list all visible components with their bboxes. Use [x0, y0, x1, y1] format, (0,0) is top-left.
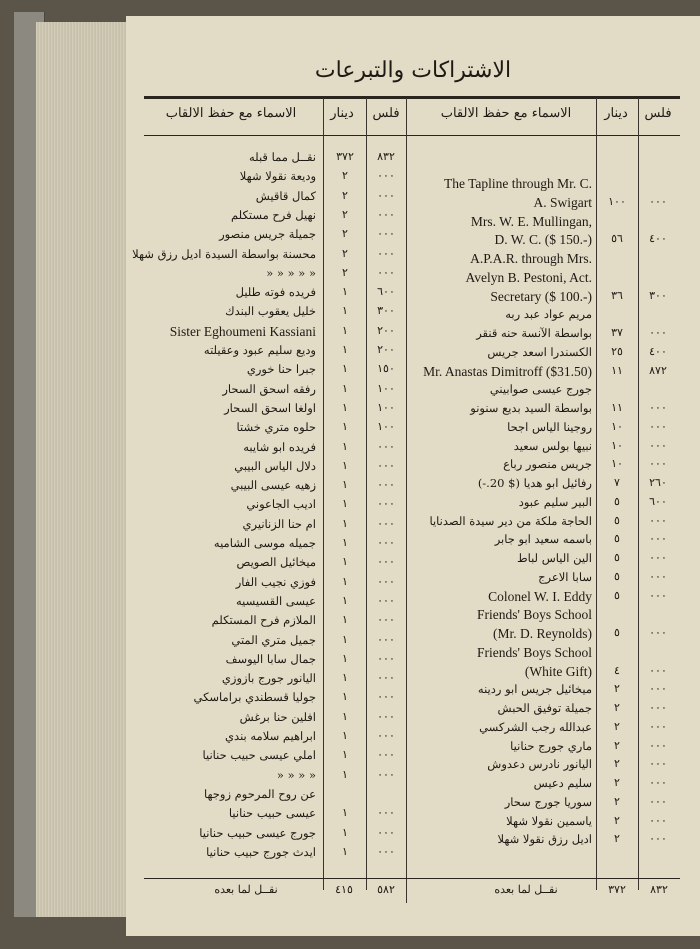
entry-name: جريس منصور رباع: [503, 457, 592, 472]
entry-fils: ٠٠٠: [377, 516, 395, 530]
entry-fils: ٠٠٠: [377, 574, 395, 588]
entry-fils: ١٠٠: [377, 400, 395, 414]
left-fils-header: فلس: [372, 106, 400, 121]
entry-fils: ٠٠٠: [377, 806, 395, 820]
entry-name: سابا الاعرج: [538, 569, 592, 584]
entry-fils: ٣٠٠: [377, 304, 395, 318]
entry-fils: ٠٠٠: [377, 188, 395, 202]
entry-name: حلوه متري خشتا: [236, 420, 316, 435]
entry-fils: ٠٠٠: [649, 682, 667, 696]
entry-name: ابراهيم سلامه بندي: [225, 729, 316, 743]
entry-fils: ٠٠٠: [649, 738, 667, 752]
entry-fils: ٠٠٠: [649, 663, 667, 677]
entry-fils: ٠٠٠: [649, 701, 667, 714]
entry-dinar: ٢: [342, 227, 348, 241]
entry-fils: ٠٠٠: [377, 478, 395, 492]
entry-dinar: ١٠: [611, 419, 623, 433]
entry-name: فوزي نجيب الفار: [235, 574, 316, 589]
entry-fils: ٠٠٠: [649, 532, 667, 546]
entry-name: افلين حنا برغش: [239, 709, 316, 724]
right-fils-header: فلس: [644, 106, 672, 121]
entry-name: الحاجة ملكة من دير سيدة الصدنايا: [429, 513, 592, 528]
entry-dinar: ١: [342, 536, 348, 549]
entry-name: ايدث جورج حبيب حنانيا: [206, 844, 316, 859]
entry-name: ميخائيل جريس ابو ردينه: [477, 682, 592, 697]
entry-name: باسمه سعيد ابو جابر: [494, 532, 592, 547]
entry-name: Avelyn B. Pestoni, Act.: [465, 269, 592, 285]
entry-dinar: ١: [342, 304, 348, 318]
entry-name: روجينا الياس اجحا: [507, 419, 592, 434]
entry-dinar: ٢: [342, 207, 348, 221]
entry-name: محسنة بواسطة السيدة اديل رزق شهلا: [132, 246, 316, 261]
entry-dinar: ١: [342, 574, 348, 588]
entry-name: املي عيسى حبيب حنانيا: [202, 748, 316, 763]
entry-dinar: ١: [342, 343, 348, 356]
entry-fils: ٠٠٠: [649, 813, 667, 827]
entry-dinar: ١٠: [611, 438, 623, 452]
entry-dinar: ٤: [614, 663, 620, 677]
entry-fils: ٢٠٠: [377, 343, 395, 356]
entry-dinar: ١: [342, 593, 348, 607]
entry-dinar: ٢: [614, 813, 620, 827]
entry-dinar: ٢: [614, 757, 620, 771]
entry-name: جورج عيسى حبيب حنانيا: [199, 825, 316, 840]
entry-fils: ٠٠٠: [377, 555, 395, 569]
entry-name: نهيل فرح مستكلم: [231, 207, 316, 222]
entry-fils: ٠٠٠: [649, 569, 667, 583]
page-stack: [36, 22, 132, 917]
entry-dinar: ٢٥: [611, 344, 623, 358]
entry-fils: ٦٠٠: [649, 494, 667, 508]
entry-name: كمال قاقيش: [255, 188, 316, 203]
entry-dinar: ٥: [614, 569, 620, 583]
entry-fils: ٦٠٠: [377, 285, 395, 299]
entry-name: سوريا جورج سحار: [504, 794, 592, 809]
entry-dinar: ١: [342, 651, 348, 665]
entry-name: رفقه اسحق السحار: [222, 381, 316, 396]
entry-dinar: ٣٧٢: [336, 150, 354, 163]
entry-dinar: ١: [342, 516, 348, 530]
column-rule: [406, 98, 407, 903]
entry-dinar: ١: [342, 709, 348, 723]
entry-name: خليل يعقوب البندك: [225, 304, 316, 319]
entry-dinar: ١: [342, 729, 348, 742]
entry-fils: ٠٠٠: [649, 588, 667, 602]
entry-dinar: ٢: [614, 682, 620, 696]
left-carry-label: نقــل لما بعده: [214, 883, 278, 896]
entry-dinar: ١: [342, 671, 348, 685]
entry-fils: ٠٠٠: [377, 632, 395, 646]
entry-fils: ١٠٠: [377, 420, 395, 434]
entry-fils: ٠٠٠: [649, 626, 667, 639]
entry-dinar: ١: [342, 381, 348, 395]
entry-name: دلال الياس البيبي: [234, 458, 316, 473]
entry-name: بواسطة الآنسة حنه قنقر: [476, 326, 592, 340]
entry-name: جميلة جريس منصور: [219, 227, 316, 242]
entry-fils: ٠٠٠: [377, 709, 395, 723]
right-carry-dinar: ٣٧٢: [608, 883, 626, 896]
entry-dinar: ١: [342, 613, 348, 627]
entry-name: The Tapline through Mr. C.: [443, 176, 592, 191]
right-dinar-header: دينار: [604, 106, 628, 121]
entry-fils: ٠٠٠: [649, 794, 667, 808]
entry-name: عيسى حبيب حنانيا: [228, 806, 316, 821]
entry-name: (Mr. D. Reynolds): [493, 626, 592, 641]
left-carry-fils: ٥٨٢: [377, 883, 395, 896]
entry-fils: ٠٠٠: [377, 690, 395, 704]
entry-dinar: ١: [342, 497, 348, 511]
entry-fils: ٢٦٠: [649, 476, 667, 489]
entry-fils: ٠٠٠: [377, 729, 395, 742]
entry-dinar: ١: [342, 323, 348, 337]
entry-fils: ٠٠٠: [377, 169, 395, 183]
entry-dinar: ٧: [614, 476, 620, 489]
entry-fils: ٠٠٠: [377, 439, 395, 453]
entry-name: سليم دعيس: [533, 776, 592, 790]
entry-dinar: ٥: [614, 494, 620, 508]
entry-fils: ٠٠٠: [649, 401, 667, 414]
entry-fils: ٠٠٠: [649, 419, 667, 433]
entry-dinar: ٥: [614, 626, 620, 639]
entry-dinar: ٣٦: [611, 288, 623, 302]
entry-name: بواسطة السيد بديع سنونو: [470, 401, 592, 415]
entry-fils: ٠٠٠: [649, 757, 667, 771]
header-divider: [144, 135, 680, 136]
entry-dinar: ٢: [614, 701, 620, 714]
entry-name: زهيه عيسى البيبي: [230, 478, 316, 493]
entry-dinar: ٢: [342, 265, 348, 279]
entry-name: عيسى القسيسيه: [236, 593, 316, 608]
entry-fils: ٠٠٠: [649, 513, 667, 527]
entry-fils: ٠٠٠: [377, 497, 395, 511]
entry-fils: ١٠٠: [377, 381, 395, 395]
entry-name: Sister Eghoumeni Kassiani: [169, 323, 316, 339]
entry-fils: ٠٠٠: [649, 719, 667, 733]
entry-name: Colonel W. I. Eddy: [488, 588, 592, 604]
header-rule: [144, 96, 680, 99]
entry-fils: ٠٠٠: [377, 651, 395, 665]
entry-dinar: ١١: [611, 401, 623, 414]
entry-dinar: ٥٦: [611, 232, 623, 246]
entry-name: رفائيل ابو هديا ($ 20.-): [477, 476, 592, 490]
ledger-page: [126, 16, 700, 936]
entry-dinar: ١: [342, 825, 348, 839]
entry-fils: ٠٠٠: [377, 207, 395, 221]
entry-dinar: ٥: [614, 513, 620, 527]
entry-name: البير سليم عبود: [518, 494, 592, 509]
entry-name: الين الياس لباط: [516, 551, 592, 565]
entry-name: وديعة نقولا شهلا: [239, 169, 316, 184]
right-carry-fils: ٨٣٢: [650, 883, 668, 896]
entry-name: A. Swigart: [533, 194, 592, 210]
entry-name: Friends' Boys School: [477, 607, 592, 623]
entry-name: Mr. Anastas Dimitroff ($31.50): [423, 363, 592, 379]
entry-name: الملازم فرح المستكلم: [211, 613, 316, 628]
entry-fils: ٠٠٠: [649, 194, 667, 208]
entry-name: اديل رزق نقولا شهلا: [497, 832, 592, 847]
entry-name: جميلة توفيق الحبش: [497, 701, 592, 715]
entry-name: Mrs. W. E. Mullingan,: [470, 213, 592, 229]
entry-fils: ٠٠٠: [377, 593, 395, 607]
entry-dinar: ٢: [342, 188, 348, 202]
entry-name: D. W. C. ($ 150.-): [494, 232, 592, 248]
entry-name: اليانور نادرس دعدوش: [487, 757, 592, 772]
entry-fils: ٨٣٢: [377, 150, 395, 163]
entry-fils: ٨٧٢: [649, 363, 667, 377]
right-name-header: الاسماء مع حفظ الالقاب: [440, 106, 572, 121]
entry-dinar: ١: [342, 690, 348, 704]
entry-fils: ٠٠٠: [649, 551, 667, 564]
entry-name: اليانور جورج بازوزي: [221, 671, 316, 686]
entry-dinar: ١: [342, 362, 348, 376]
entry-name: جمال سابا اليوسف: [225, 651, 316, 666]
entry-dinar: ٢: [614, 719, 620, 733]
entry-dinar: ١: [342, 285, 348, 299]
entry-dinar: ١: [342, 420, 348, 434]
entry-name: ام حنا الزنانيري: [242, 516, 316, 531]
entry-dinar: ١: [342, 632, 348, 646]
entry-fils: ٠٠٠: [649, 832, 667, 846]
page-title: الاشتراكات والتبرعات: [314, 58, 512, 83]
entry-name: « « « « «: [266, 265, 316, 280]
entry-name: ميخائيل الصويص: [236, 555, 316, 570]
entry-fils: ٠٠٠: [649, 326, 667, 339]
entry-fils: ٠٠٠: [377, 265, 395, 279]
entry-name: جبرا حنا خوري: [246, 362, 316, 377]
left-name-header: الاسماء مع حفظ الالقاب: [165, 106, 297, 121]
entry-name: A.P.A.R. through Mrs.: [470, 251, 592, 266]
entry-dinar: ١١: [611, 363, 623, 377]
entry-name: فريده فوته طليل: [235, 285, 316, 300]
entry-fils: ٠٠٠: [377, 227, 395, 241]
entry-name: جورج عيسى صوابيني: [489, 382, 592, 397]
entry-fils: ٠٠٠: [377, 613, 395, 627]
entry-dinar: ١: [342, 458, 348, 472]
entry-fils: ٠٠٠: [377, 767, 395, 781]
entry-fils: ٣٠٠: [649, 288, 667, 302]
entry-dinar: ١: [342, 439, 348, 453]
entry-fils: ٠٠٠: [377, 825, 395, 839]
entry-dinar: ١: [342, 767, 348, 781]
entry-name: جوليا قسطندي براماسكي: [193, 690, 316, 705]
entry-fils: ٠٠٠: [377, 536, 395, 549]
entry-name: مريم عواد عبد ربه: [505, 307, 592, 322]
entry-name: جميله موسى الشاميه: [213, 536, 316, 550]
entry-name: وديع سليم عبود وعقيلته: [203, 343, 316, 357]
entry-dinar: ١: [342, 478, 348, 492]
entry-name: ياسمين نقولا شهلا: [506, 813, 592, 828]
entry-dinar: ٣٧: [611, 326, 623, 339]
entry-fils: ٠٠٠: [377, 671, 395, 685]
entry-name: « « « «: [276, 767, 316, 782]
entry-name: عبدالله رجب الشركسي: [479, 719, 592, 734]
entry-name: نبيها بولس سعيد: [513, 438, 592, 453]
entry-fils: ٠٠٠: [649, 438, 667, 452]
entry-dinar: ١: [342, 806, 348, 820]
entry-fils: ٠٠٠: [377, 246, 395, 260]
entry-fils: ٢٠٠: [377, 323, 395, 337]
entry-dinar: ٥: [614, 588, 620, 602]
entry-name: (White Gift): [524, 663, 592, 679]
entry-name: نقــل مما قبله: [248, 150, 316, 164]
entry-name: الكسندرا اسعد جريس: [487, 344, 592, 359]
entry-dinar: ١: [342, 555, 348, 569]
entry-dinar: ٢: [614, 832, 620, 846]
entry-dinar: ٥: [614, 551, 620, 564]
entry-name: اولغا اسحق السحار: [224, 400, 316, 415]
entry-fils: ٠٠٠: [649, 457, 667, 471]
entry-name: عن روح المرحوم زوجها: [204, 786, 316, 801]
left-dinar-header: دينار: [330, 106, 354, 121]
entry-name: ماري جورج حنانيا: [510, 738, 592, 753]
right-carry-label: نقــل لما بعده: [494, 883, 558, 896]
entry-dinar: ١: [342, 844, 348, 858]
entry-dinar: ٢: [342, 246, 348, 260]
entry-fils: ١٥٠: [377, 362, 395, 376]
entry-dinar: ١٠: [611, 457, 623, 471]
entry-name: جميل متري المتي: [231, 632, 316, 647]
entry-name: فريده ابو شايبه: [243, 439, 316, 454]
footer-divider: [144, 878, 680, 879]
left-carry-dinar: ٤١٥: [335, 883, 353, 896]
entry-fils: ٠٠٠: [377, 748, 395, 762]
entry-name: Secretary ($ 100.-): [490, 288, 592, 304]
entry-fils: ٠٠٠: [377, 458, 395, 472]
entry-fils: ٤٠٠: [649, 344, 667, 358]
entry-fils: ٤٠٠: [649, 232, 667, 246]
entry-name: اديب الجاعوني: [246, 497, 316, 512]
entry-fils: ٠٠٠: [649, 776, 667, 789]
entry-dinar: ٢: [614, 794, 620, 808]
entry-dinar: ١: [342, 400, 348, 414]
entry-dinar: ٢: [614, 738, 620, 752]
entry-dinar: ٢: [342, 169, 348, 183]
entry-dinar: ٢: [614, 776, 620, 789]
entry-dinar: ١: [342, 748, 348, 762]
entry-dinar: ٥: [614, 532, 620, 546]
entry-name: Friends' Boys School: [477, 644, 592, 660]
entry-fils: ٠٠٠: [377, 844, 395, 858]
entry-dinar: ١٠٠: [608, 194, 626, 208]
